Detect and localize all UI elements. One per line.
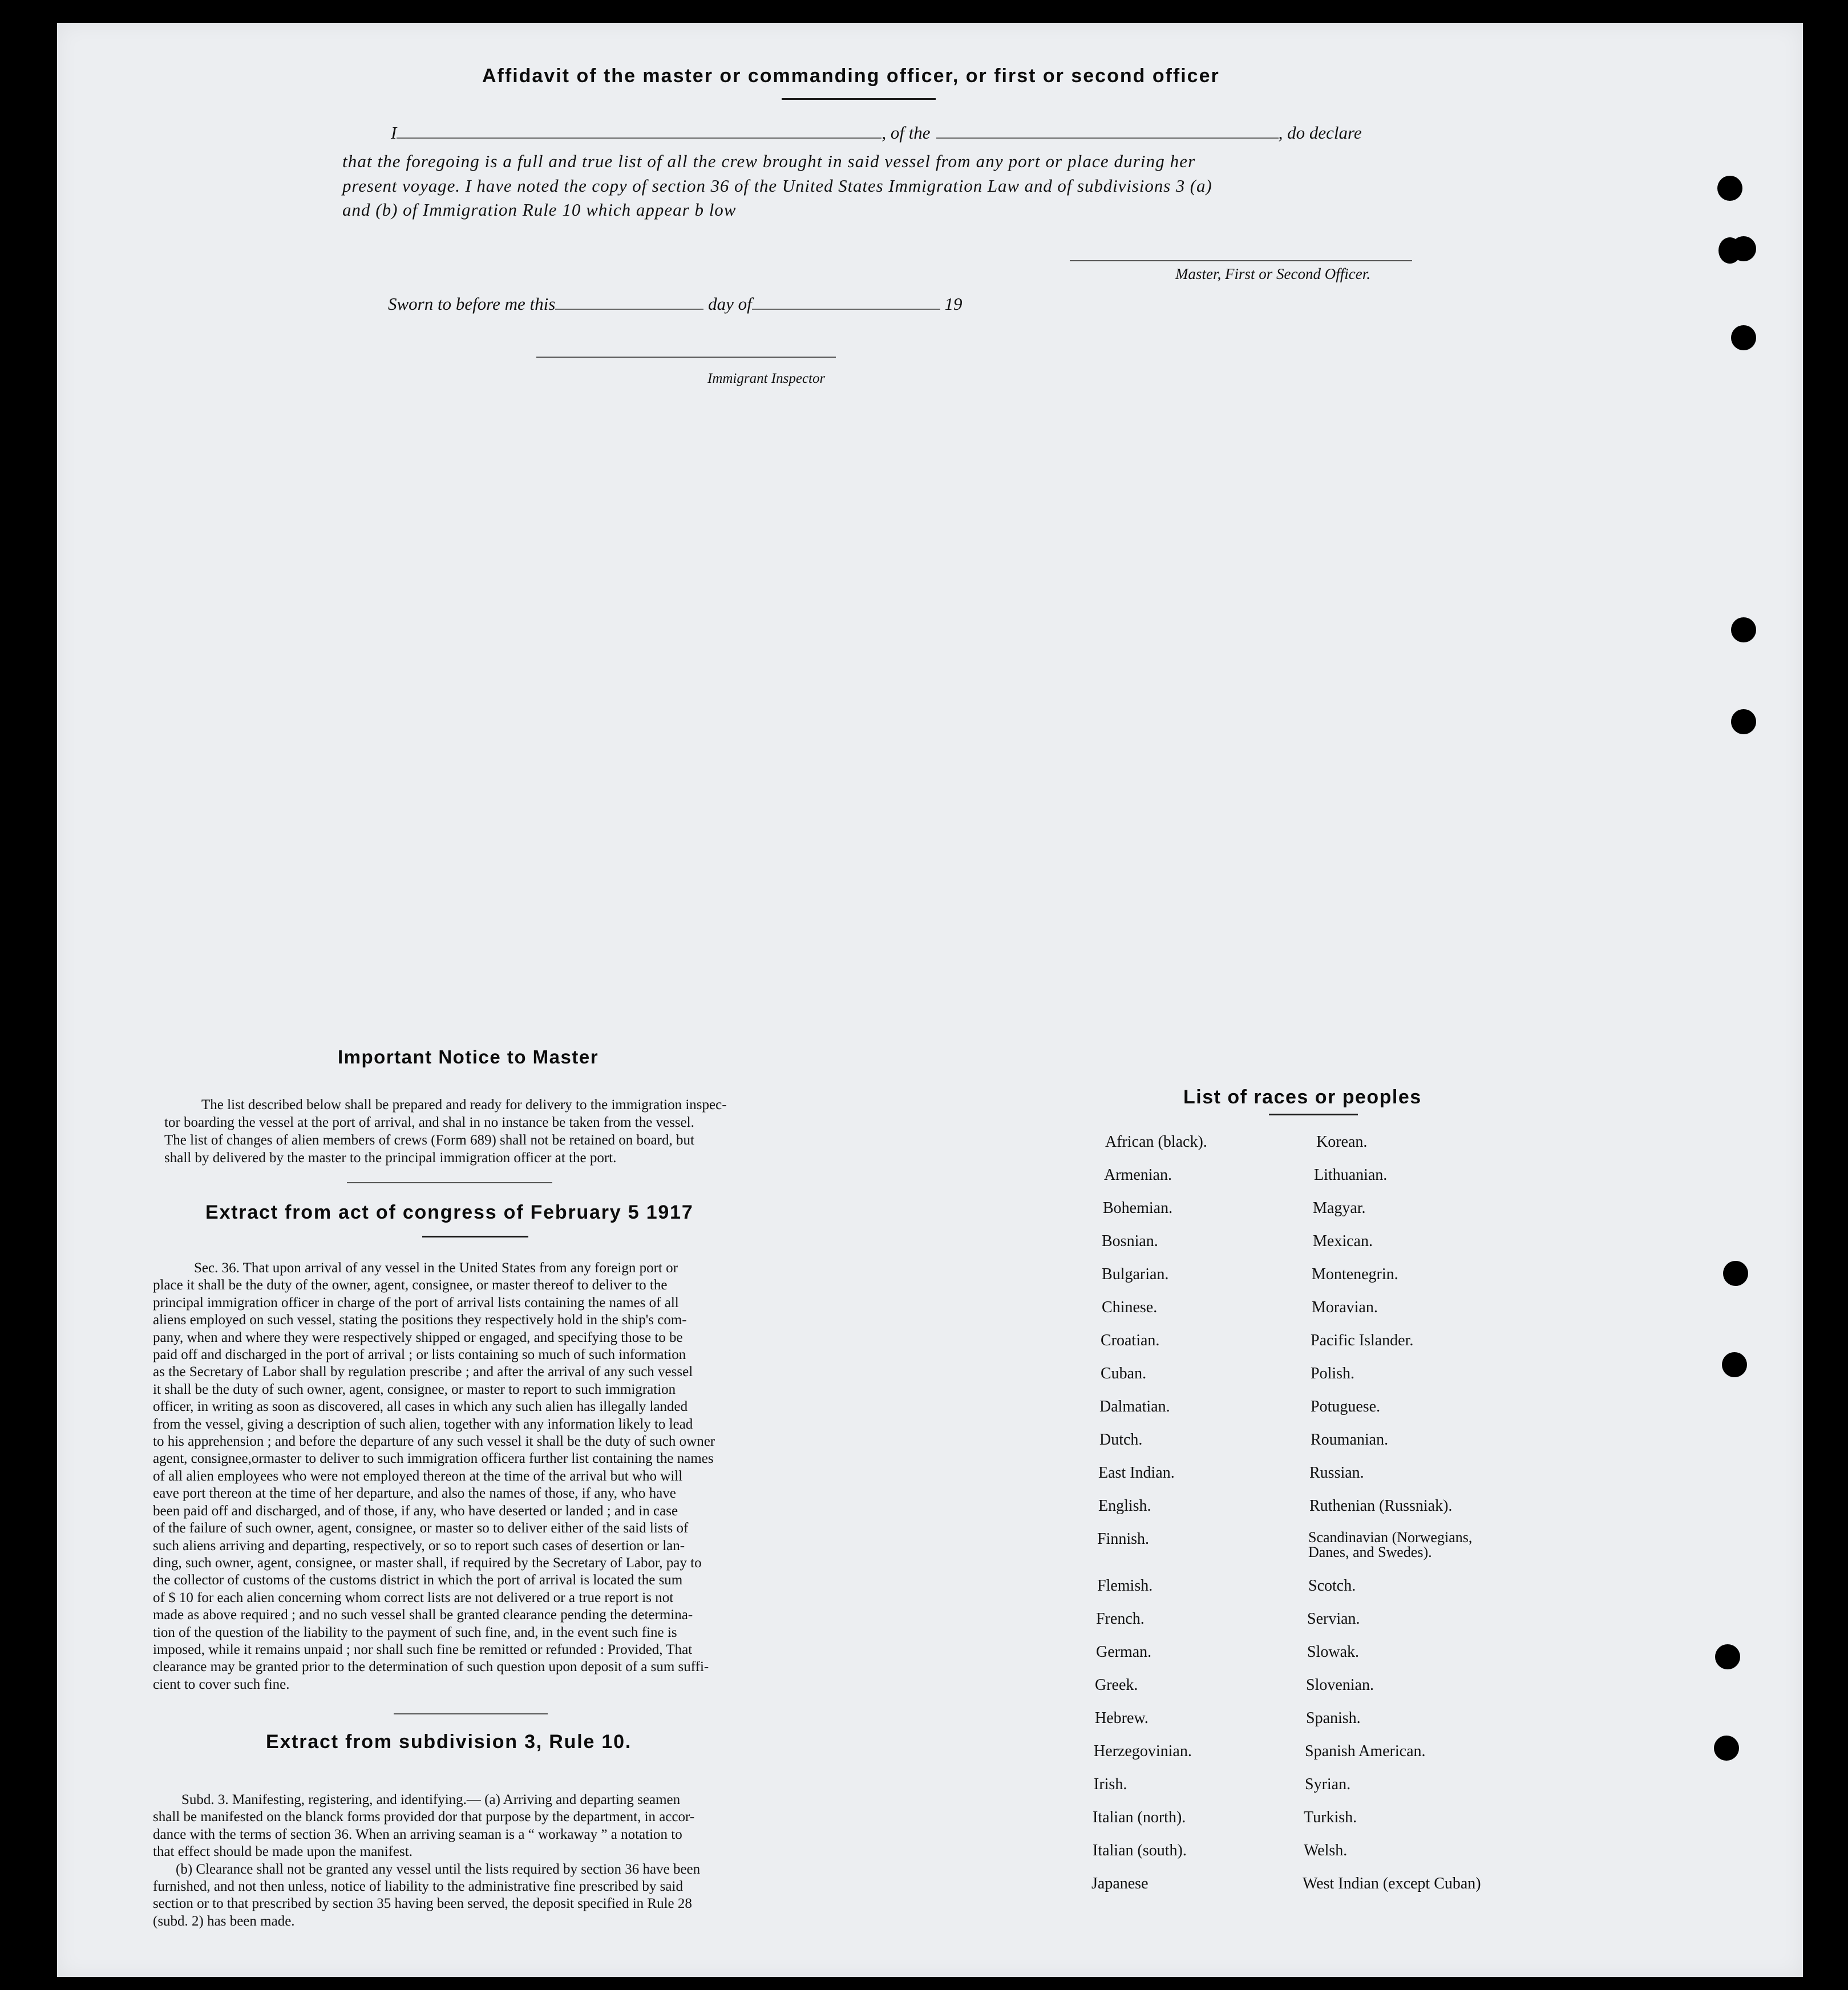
affidavit-i-label: I [391, 123, 397, 143]
race-item: Servian. [1307, 1610, 1360, 1628]
races-underline [1269, 1114, 1358, 1115]
section-line: of $ 10 for each alien concerning whom correct lists are not delivered or a true report is not [153, 1589, 674, 1605]
affidavit-declare-label: , do declare [1278, 123, 1362, 143]
race-item: English. [1098, 1497, 1151, 1515]
affidavit-line-3: present voyage. I have noted the copy of section 36 of the United States Immigration Law and of subdivisions 3 (a) [342, 176, 1212, 196]
race-item: Scotch. [1308, 1577, 1356, 1595]
affidavit-line-4: and (b) of Immigration Rule 10 which appear b low [342, 200, 737, 220]
race-item: West Indian (except Cuban) [1303, 1875, 1481, 1892]
race-item: Italian (north). [1093, 1809, 1186, 1826]
race-item: Flemish. [1097, 1577, 1153, 1595]
race-item: Irish. [1094, 1775, 1127, 1793]
race-item: Finnish. [1097, 1530, 1150, 1548]
race-item: Croatian. [1101, 1332, 1160, 1349]
day-blank[interactable] [555, 296, 703, 310]
extract-divider [394, 1713, 548, 1714]
punch-hole [1731, 236, 1756, 261]
race-item: Dalmatian. [1099, 1398, 1170, 1415]
section-line: of the failure of such owner, agent, consignee, or master so to deliver either of the said lists of [153, 1520, 689, 1536]
subdivision-line: dance with the terms of section 36. When an arriving seaman is a “ workaway ” a notation to [153, 1826, 682, 1842]
race-item: Slowak. [1307, 1643, 1359, 1661]
punch-hole [1722, 1352, 1747, 1377]
race-item: Armenian. [1104, 1166, 1172, 1184]
signature-line[interactable] [1070, 260, 1412, 261]
punch-hole [1717, 176, 1742, 201]
section-line: agent, consignee,ormaster to deliver to such immigration officera further list containing the names [153, 1451, 714, 1467]
race-item: Syrian. [1305, 1775, 1351, 1793]
race-item: Turkish. [1304, 1809, 1357, 1826]
section-line: to his apprehension ; and before the departure of any such vessel it shall be the duty of such owner [153, 1434, 715, 1450]
affidavit-line-2: that the foregoing is a full and true list of all the crew brought in said vessel from any port or place during her [342, 151, 1196, 171]
race-item: Bohemian. [1103, 1199, 1173, 1217]
affidavit-title: Affidavit of the master or commanding officer, or first or second officer [482, 65, 1220, 87]
race-item: Dutch. [1099, 1431, 1143, 1449]
extract-rule-title: Extract from subdivision 3, Rule 10. [266, 1731, 632, 1753]
race-item: Greek. [1095, 1676, 1138, 1694]
subdivision-line: shall be manifested on the blanck forms provided dor that purpose by the department, in accor- [153, 1809, 695, 1825]
punch-hole [1731, 617, 1756, 642]
race-item: Slovenian. [1306, 1676, 1374, 1694]
race-item: Cuban. [1101, 1365, 1147, 1382]
section-line: imposed, while it remains unpaid ; nor shall such fine be remitted or refunded : Provided, That [153, 1641, 693, 1657]
month-blank[interactable] [752, 296, 940, 310]
notice-line: The list of changes of alien members of crews (Form 689) shall not be retained on board, but [164, 1132, 694, 1148]
race-item: East Indian. [1098, 1464, 1175, 1482]
punch-hole [1723, 1261, 1748, 1286]
race-item: Italian (south). [1093, 1842, 1187, 1859]
notice-line: shall by delivered by the master to the principal immigration officer at the port. [164, 1150, 617, 1166]
subdivision-line: (b) Clearance shall not be granted any vessel until the lists required by section 36 have been [176, 1861, 701, 1877]
punch-hole [1715, 1644, 1740, 1669]
notice-text [164, 1096, 803, 1167]
race-item: German. [1096, 1643, 1152, 1661]
race-item: Hebrew. [1095, 1709, 1149, 1727]
section-36-text [153, 1260, 803, 1693]
section-line: clearance may be granted prior to the determination of such question upon deposit of a sum suffi- [153, 1659, 709, 1675]
section-line: eave port thereon at the time of her departure, and also the names of those, if any, who have [153, 1486, 676, 1502]
race-item: Polish. [1311, 1365, 1355, 1382]
race-item: Montenegrin. [1312, 1265, 1398, 1283]
race-item: Mexican. [1313, 1232, 1373, 1250]
inspector-signature-line[interactable] [536, 357, 836, 358]
section-line: place it shall be the duty of the owner, agent, consignee, or master thereof to deliver to the [153, 1277, 668, 1293]
race-item: Roumanian. [1311, 1431, 1389, 1449]
signature-caption: Master, First or Second Officer. [1175, 265, 1370, 282]
day-of-label: day of [708, 294, 752, 314]
section-line: officer, in writing as soon as discovered, all cases in which any such alien has illegally landed [153, 1399, 688, 1415]
race-item: Lithuanian. [1314, 1166, 1388, 1184]
race-item: Magyar. [1313, 1199, 1366, 1217]
notice-title: Important Notice to Master [338, 1046, 599, 1067]
subdivision-line: Subd. 3. Manifesting, registering, and identifying.— (a) Arriving and departing seamen [181, 1792, 681, 1807]
race-item: Bosnian. [1102, 1232, 1158, 1250]
section-line: such aliens arriving and departing, respectively, or so to report such cases of desertion or lan- [153, 1538, 685, 1554]
name-blank[interactable] [397, 125, 881, 139]
inspector-caption: Immigrant Inspector [707, 371, 826, 386]
section-line: made as above required ; and no such vessel shall be granted clearance pending the determina- [153, 1607, 693, 1623]
year-label: 19 [944, 294, 963, 314]
section-line: paid off and discharged in the port of arrival ; or lists containing so much of such information [153, 1347, 686, 1363]
vessel-blank[interactable] [936, 125, 1279, 139]
affidavit-of-the-label: , of the [881, 123, 931, 143]
subdivision-line: (subd. 2) has been made. [153, 1913, 295, 1929]
section-line: ding, such owner, agent, consignee, or master shall, if required by the Secretary of Labor, pay to [153, 1555, 702, 1571]
section-line: as the Secretary of Labor shall by regulation prescribe ; and after the arrival of any such vessel [153, 1364, 693, 1380]
race-item: Japanese [1091, 1875, 1149, 1892]
notice-line: The list described below shall be prepared and ready for delivery to the immigration inspec- [201, 1097, 727, 1113]
races-title: List of races or peoples [1183, 1086, 1422, 1108]
race-item: Russian. [1309, 1464, 1364, 1482]
punch-hole [1714, 1736, 1739, 1761]
section-line: aliens employed on such vessel, stating the positions they respectively hold in the ship's com- [153, 1312, 687, 1328]
extract-act-underline [422, 1236, 528, 1237]
race-item: Welsh. [1304, 1842, 1348, 1859]
section-line: cient to cover such fine. [153, 1676, 290, 1692]
race-item: Korean. [1316, 1133, 1368, 1151]
notice-divider [347, 1182, 552, 1183]
race-item: Moravian. [1312, 1299, 1378, 1316]
subdivision-3-text [153, 1791, 803, 1930]
race-item: Ruthenian (Russniak). [1309, 1497, 1453, 1515]
race-item: Scandinavian (Norwegians, Danes, and Swedes). [1308, 1529, 1473, 1560]
subdivision-line: that effect should be made upon the manifest. [153, 1844, 413, 1860]
affidavit-line-1 [391, 123, 1362, 143]
section-line: been paid off and discharged, and of those, if any, who have deserted or landed ; and in case [153, 1503, 678, 1519]
section-line: of all alien employees who were not employed thereon at the time of the arrival but who will [153, 1468, 683, 1484]
section-line: from the vessel, giving a description of such alien, together with any information likely to lead [153, 1416, 693, 1432]
section-line: Sec. 36. That upon arrival of any vessel in the United States from any foreign port or [194, 1260, 678, 1276]
section-line: the collector of customs of the customs district in which the port of arrival is located the sum [153, 1572, 683, 1588]
section-line: pany, when and where they were respectively shipped or engaged, and specifying those to be [153, 1329, 683, 1345]
section-line: tion of the question of the liability to the payment of such fine, and, in the event such fine is [153, 1624, 677, 1640]
race-item: Pacific Islander. [1311, 1332, 1414, 1349]
race-item: Potuguese. [1311, 1398, 1381, 1415]
race-item: Spanish. [1306, 1709, 1361, 1727]
race-item: French. [1096, 1610, 1145, 1628]
subdivision-line: furnished, and not then unless, notice of liability to the administrative fine prescribed by said [153, 1879, 683, 1895]
race-item: Herzegovinian. [1094, 1742, 1192, 1760]
title-underline [782, 98, 936, 100]
race-item: Bulgarian. [1102, 1265, 1169, 1283]
punch-hole [1731, 709, 1756, 734]
subdivision-line: section or to that prescribed by section 35 having been served, the deposit specified in Rule 28 [153, 1896, 692, 1912]
sworn-label: Sworn to before me this [388, 294, 556, 314]
notice-line: tor boarding the vessel at the port of arrival, and shal in no instance be taken from the vessel. [164, 1115, 694, 1130]
section-line: it shall be the duty of such owner, agent, consignee, or master to report to such immigration [153, 1381, 676, 1397]
race-item: Chinese. [1102, 1299, 1158, 1316]
sworn-line [388, 294, 962, 314]
extract-act-title: Extract from act of congress of February 5 1917 [205, 1202, 694, 1223]
punch-hole [1731, 325, 1756, 350]
section-line: principal immigration officer in charge of the port of arrival lists containing the names of all [153, 1295, 679, 1311]
race-item: African (black). [1105, 1133, 1207, 1151]
race-item: Spanish American. [1305, 1742, 1426, 1760]
